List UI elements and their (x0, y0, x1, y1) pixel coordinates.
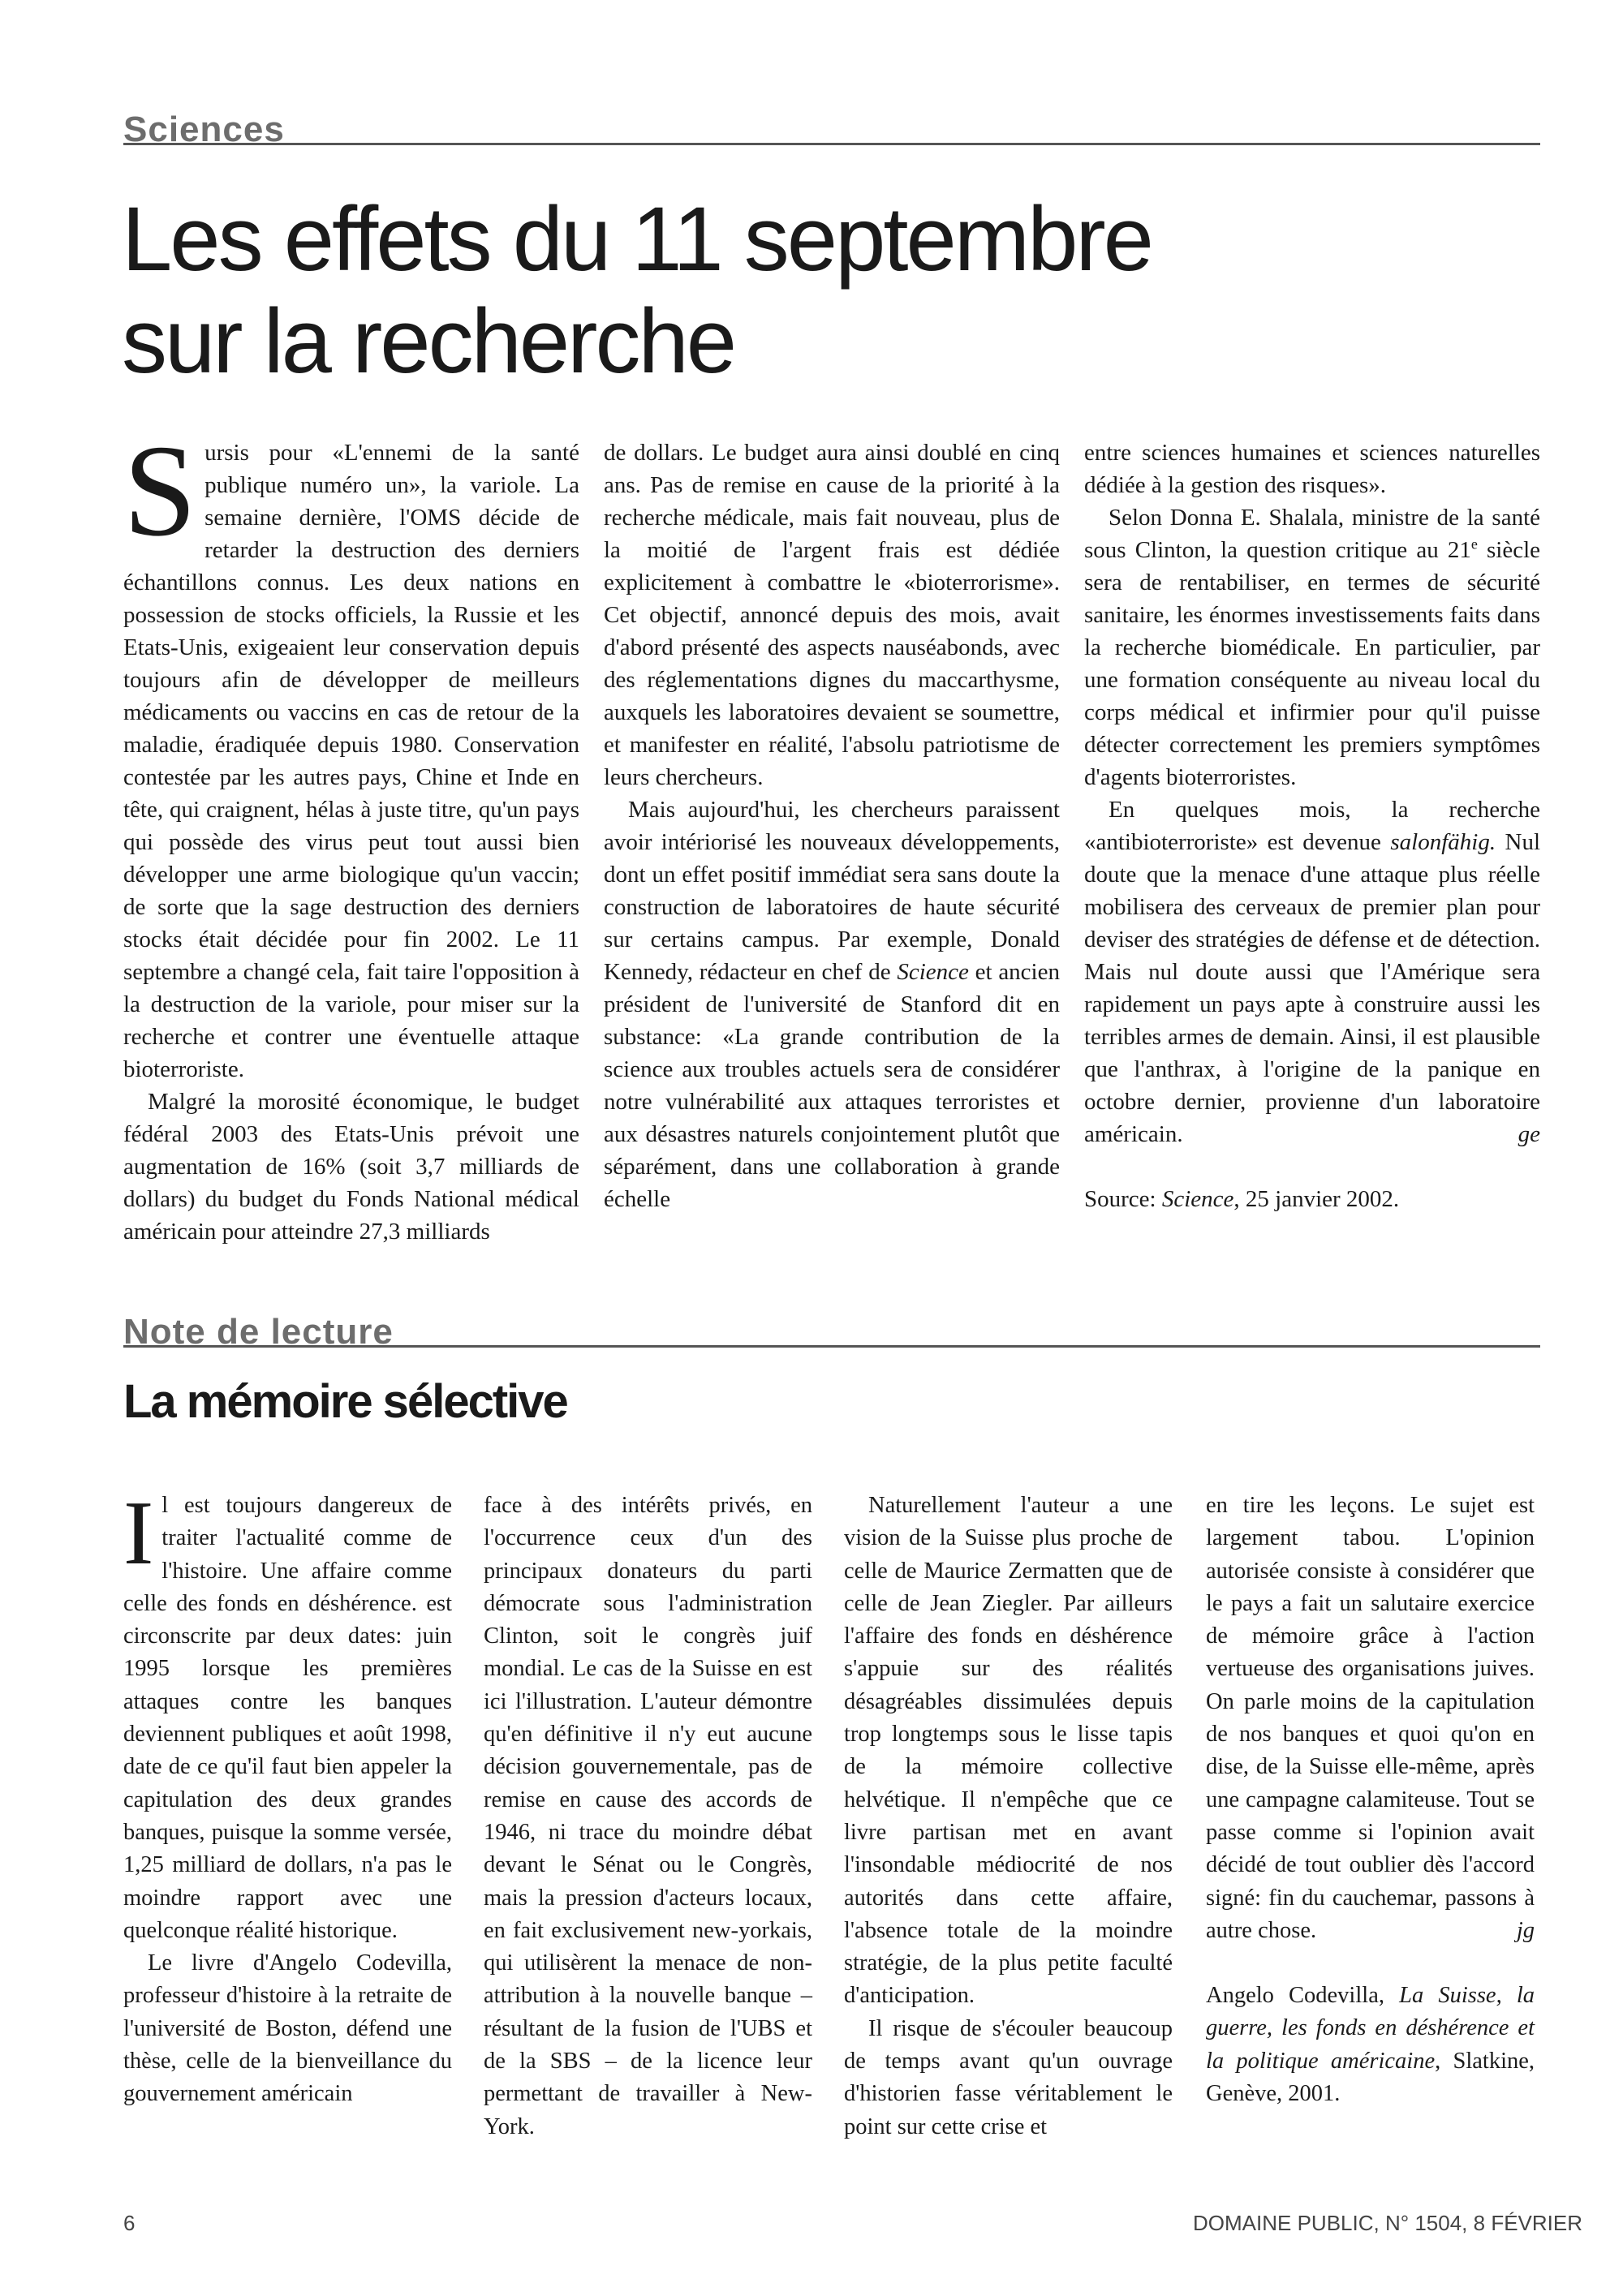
article1-column-1 (123, 419, 579, 1248)
paragraph-text: Nul doute que la menace d'une attaque plus réelle mobilisera des cerveaux de premier plan pour deviser des stratégies de défense et de détection. Mais nul doute aussi que l'Amérique sera rapidement un pays apte à construire aussi les terribles armes de demain. Ainsi, il est plausible que l'anthrax, à l'origine de la panique en octobre dernier, provienne d'un laboratoire américain. (1084, 829, 1541, 1147)
book-author: Angelo Codevilla, (1206, 1983, 1400, 2009)
paragraph (1084, 501, 1540, 793)
book-title: La Suisse, la guerre, les fonds en déshérence et la politique américaine (1206, 1983, 1535, 2074)
paragraph (123, 1483, 452, 1947)
paragraph-text: l est toujours dangereux de traiter l'actualité comme de l'histoire. Une affaire comme celle des fonds en déshérence. est circonscrite par deux dates: juin 1995 lorsque les premières attaques contre les banques deviennent publiques et août 1998, date de ce qu'il faut bien appeler la capitulation des deux grandes banques, puisque la somme versée, 1,25 milliard de dollars, n'a pas le moindre rapport avec une quelconque réalité historique. (123, 1493, 452, 1943)
paragraph (1206, 1490, 1535, 1947)
rubric-label: Note de lecture (123, 1312, 394, 1352)
paragraph-text: Selon Donna E. Shalala, ministre de la santé sous Clinton, la question critique au 21 (1084, 505, 1540, 563)
paragraph: Il risque de s'écouler beaucoup de temps avant qu'un ouvrage d'historien fasse véritablement le point sur cette crise et (844, 2015, 1173, 2139)
author-signature: jg (1516, 1917, 1535, 1943)
article2-column-2 (484, 1490, 812, 2143)
book-publisher: , Slatkine, Genève, 2001. (1206, 2048, 1535, 2107)
superscript: e (1470, 535, 1478, 553)
paragraph-text: et ancien président de l'université de Stanford dit en substance: «La grande contribution de la science aux troubles actuels sera de considérer notre vulnérabilité aux attaques terroristes et aux désastres naturels conjointement plutôt que séparément, dans une collaboration à grande échelle (604, 959, 1060, 1212)
page-number: 6 (123, 2211, 136, 2235)
journal-name: Science (897, 959, 969, 985)
paragraph-text: Mais aujourd'hui, les chercheurs paraissent avoir intériorisé les nouveaux développements, dont un effet positif immédiat sera sans doute la construction de laboratoires de haute sécurité sur certains campus. Par exemple, Donald Kennedy, rédacteur en chef de (604, 797, 1060, 985)
paragraph: entre sciences humaines et sciences naturelles dédiée à la gestion des risques». (1084, 440, 1540, 498)
source-label: Source: (1084, 1186, 1162, 1212)
rubric-label: Sciences (123, 110, 285, 149)
paragraph: face à des intérêts privés, en l'occurrence ceux d'un des principaux donateurs du parti démocrate sous l'administration Clinton, soit le congrès juif mondial. Le cas de la Suisse en est ici l'illustration. L'auteur démontre qu'en définitive il n'y eut aucune décision gouvernementale, pas de remise en cause des accords de 1946, ni trace du moindre débat devant le Sénat ou le Congrès, mais la pression d'acteurs locaux, en fait exclusivement new-yorkais, qui utilisèrent la menace de non-attribution à la nouvelle banque – résultant de la fusion de l'UBS et de la SBS – de la licence leur permettant de travailler à New-York. (484, 1493, 812, 2139)
paragraph-text: ursis pour «L'ennemi de la santé publique numéro un», la variole. La semaine dernière, l'OMS décide de retarder la destruction des derniers échantillons connus. Les deux nations en possession de stocks officiels, la Russie et les Etats-Unis, exigeaient leur conservation depuis toujours afin de développer de meilleurs médicaments ou vaccins en cas de retour de la maladie, éradiquée depuis 1980. Conservation contestée par les autres pays, Chine et Inde en tête, qui craignent, hélas à juste titre, qu'un pays qui possède des virus peut tout aussi bien développer une arme biologique qu'un vaccin; de sorte que la sage destruction des derniers stocks était décidée pour fin 2002. Le 11 septembre a changé cela, fait taire l'opposition à la destruction de la variole, pour miser sur la recherche et contrer une éventuelle attaque bioterroriste. (123, 440, 579, 1082)
source-citation (1084, 1183, 1540, 1215)
author-signature: ge (1518, 1121, 1540, 1147)
article1-column-3 (1084, 436, 1540, 1215)
source-date: , 25 janvier 2002. (1233, 1186, 1400, 1212)
article-headline (122, 188, 1501, 393)
article2-column-4 (1206, 1490, 1535, 2110)
paragraph (1084, 793, 1540, 1150)
paragraph-text: En quelques mois, la recherche «antibioterroriste» est devenue (1084, 797, 1540, 855)
source-journal: Science (1161, 1186, 1234, 1212)
paragraph (123, 419, 579, 1086)
publication-info: DOMAINE PUBLIC, N° 1504, 8 FÉVRIER (1193, 2211, 1582, 2235)
article2-column-3 (844, 1490, 1173, 2143)
paragraph-text: siècle sera de rentabiliser, en termes de sécurité sanitaire, les énormes investissements faits dans la recherche biomédicale. En particulier, par une formation conséquente au niveau local du corps médical et infirmier pour qu'il puisse détecter correctement les premiers symptômes d'agents bioterroristes. (1084, 537, 1541, 790)
paragraph (604, 793, 1060, 1215)
article2-column-1 (123, 1483, 452, 2111)
article2-headline: La mémoire sélective (123, 1375, 567, 1428)
headline-line-2: sur la recherche (122, 290, 735, 392)
paragraph: Naturellement l'auteur a une vision de la Suisse plus proche de celle de Maurice Zermatten que de celle de Jean Ziegler. Par ailleurs l'affaire des fonds en déshérence s'appuie sur des réalités désagréables dissimulées depuis trop longtemps sous le lisse tapis de la mémoire collective helvétique. Il n'empêche que ce livre partisan met en avant l'insondable médiocrité de nos autorités dans cette affaire, l'absence totale de la moindre stratégie, de la plus petite faculté d'anticipation. (844, 1493, 1173, 2009)
drop-cap: S (123, 419, 197, 564)
section-rubric-note-de-lecture (123, 1305, 1540, 1352)
drop-cap: I (123, 1483, 154, 1584)
headline-line-1: Les effets du 11 septembre (122, 188, 1152, 290)
section-rubric-sciences (123, 102, 1540, 149)
paragraph: Le livre d'Angelo Codevilla, professeur d'histoire à la retraite de l'université de Boston, défend une thèse, celle de la bienveillance du gouvernement américain (123, 1950, 452, 2107)
article1-column-2 (604, 436, 1060, 1215)
paragraph: de dollars. Le budget aura ainsi doublé en cinq ans. Pas de remise en cause de la priorité à la recherche médicale, mais fait nouveau, plus de la moitié de l'argent frais est dédiée explicitement à combattre le «bioterrorisme». Cet objectif, annoncé depuis des mois, avait d'abord présenté des aspects nauséabonds, avec des réglementations dignes du maccarthysme, auxquels les laboratoires devaient se soumettre, et manifester en réalité, l'absolu patriotisme de leurs chercheurs. (604, 440, 1060, 790)
book-reference (1206, 1980, 1535, 2110)
emphasis: salonfähig. (1390, 829, 1496, 855)
paragraph-text: en tire les leçons. Le sujet est largement tabou. L'opinion autorisée consiste à considérer que le pays a fait un salutaire exercice de mémoire grâce à l'action vertueuse des organisations juives. On parle moins de la capitulation de nos banques et quoi qu'on en dise, de la Suisse elle-même, après une campagne calamiteuse. Tout se passe comme si l'opinion avait décidé de tout oublier dès l'accord signé: fin du cauchemar, passons à autre chose. (1206, 1493, 1535, 1943)
paragraph: Malgré la morosité économique, le budget fédéral 2003 des Etats-Unis prévoit une augmentation de 16% (soit 3,7 milliards de dollars) du budget du Fonds National médical américain pour atteindre 27,3 milliards (123, 1089, 579, 1245)
